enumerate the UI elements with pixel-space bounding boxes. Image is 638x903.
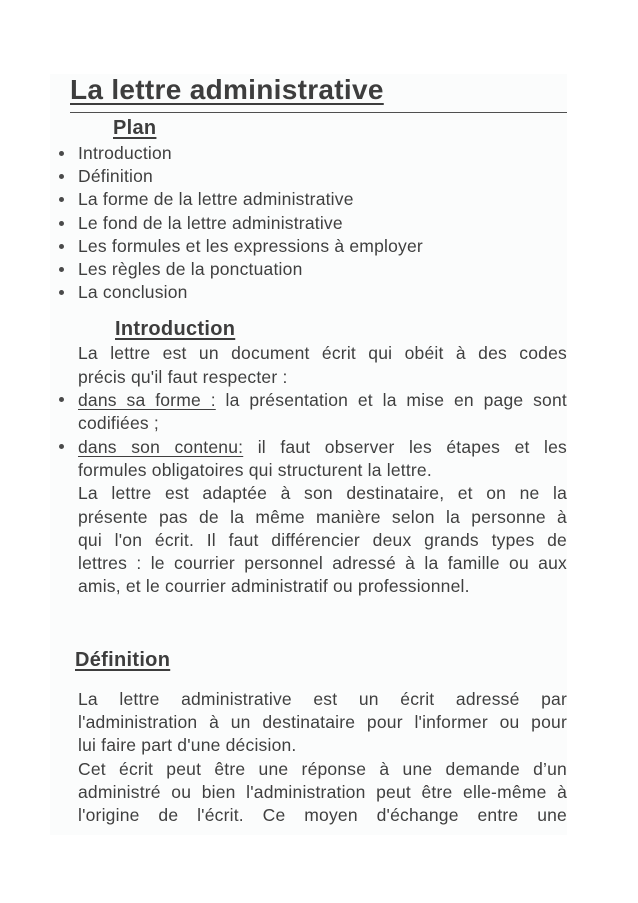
plan-item-label: Le fond de la lettre administrative (78, 212, 343, 233)
bullet-icon (59, 267, 64, 272)
plan-item (50, 142, 567, 165)
bullet-text (78, 389, 567, 436)
introduction-heading: Introduction (115, 318, 236, 341)
plan-item (50, 212, 567, 235)
definition-paragraph-2 (78, 758, 567, 828)
document-title: La lettre administrative (70, 74, 567, 113)
bullet-icon (59, 444, 64, 449)
bullet-text (78, 436, 567, 483)
introduction-paragraph-1 (78, 342, 567, 389)
bullet-lead-underlined: dans son contenu: (78, 436, 244, 457)
plan-item (50, 258, 567, 281)
text-line: administré ou bien l'administration peut être elle-même à (78, 781, 567, 802)
bullet-icon (59, 244, 64, 249)
text-line: amis, et le courrier administratif ou professionnel. (78, 576, 470, 597)
text-line (78, 436, 567, 459)
bullet-icon (59, 397, 64, 402)
bullet-line-rest: la présentation et la mise en page sont (225, 390, 567, 411)
plan-item-label: Définition (78, 166, 153, 187)
plan-item (50, 188, 567, 211)
introduction-bullet-forme (50, 389, 567, 436)
plan-item-label: Les formules et les expressions à employer (78, 235, 423, 256)
text-line: Cet écrit peut être une réponse à une demande d’un (78, 758, 567, 779)
plan-item (50, 281, 567, 304)
bullet-lead-underlined: dans sa forme : (78, 390, 216, 411)
text-line: qui l'on écrit. Il faut différencier deux grands types de (78, 529, 567, 550)
definition-paragraph-1 (78, 688, 567, 758)
plan-item-label: La forme de la lettre administrative (78, 189, 354, 210)
plan-item-label: Introduction (78, 143, 172, 163)
bullet-icon (59, 221, 64, 226)
text-line: présente pas de la même manière selon la personne à (78, 506, 567, 527)
bullet-icon (59, 197, 64, 202)
plan-item (50, 165, 567, 188)
text-line: lettres : le courrier personnel adressé à la famille ou aux (78, 553, 567, 574)
text-line (78, 389, 567, 412)
text-line: La lettre est un document écrit qui obéit à des codes (78, 343, 567, 364)
text-line: précis qu'il faut respecter : (78, 366, 288, 387)
plan-item-label: Les règles de la ponctuation (78, 259, 303, 280)
plan-item (50, 235, 567, 258)
text-line: La lettre administrative est un écrit adressé par (78, 688, 567, 709)
definition-heading: Définition (75, 648, 171, 671)
text-line: l'origine de l'écrit. Ce moyen d'échange entre une (78, 805, 567, 826)
plan-heading: Plan (113, 117, 157, 139)
text-line: codifiées ; (78, 413, 159, 434)
text-line: l'administration à un destinataire pour l'informer ou pour (78, 711, 567, 732)
introduction-paragraph-2 (78, 482, 567, 598)
bullet-icon (59, 174, 64, 179)
bullet-icon (59, 151, 64, 156)
text-line: formules obligatoires qui structurent la lettre. (78, 459, 432, 480)
plan-item-label: La conclusion (78, 282, 188, 303)
text-line: La lettre est adaptée à son destinataire, et on ne la (78, 483, 567, 504)
introduction-bullet-contenu (50, 436, 567, 483)
bullet-icon (59, 290, 64, 295)
document-content (50, 74, 567, 835)
plan-list (50, 142, 567, 304)
bullet-line-rest: il faut observer les étapes et les (257, 436, 568, 457)
text-line: lui faire part d'une décision. (78, 735, 297, 756)
